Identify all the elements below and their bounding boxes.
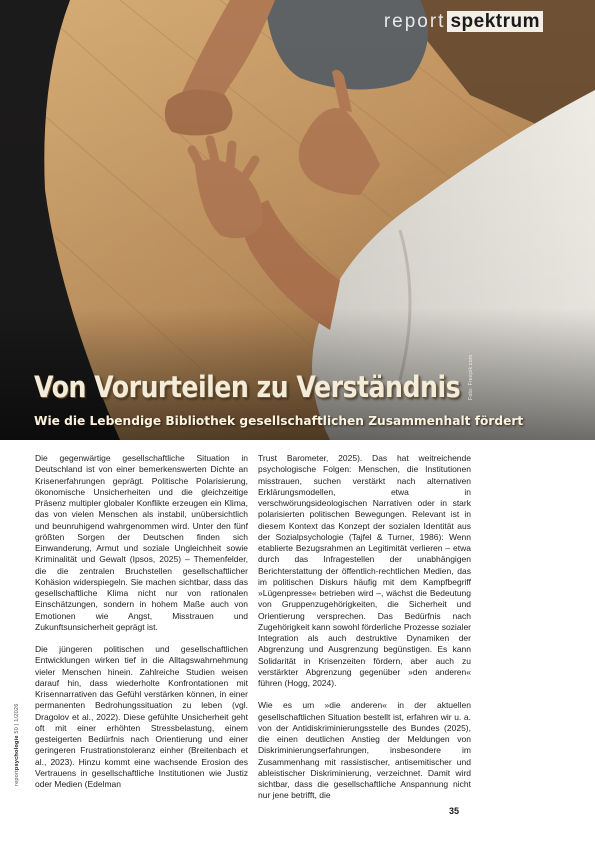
text-column-right: [258, 453, 471, 813]
masthead-logo[interactable]: [384, 11, 543, 33]
article-title: Von Vorurteilen zu Verständnis: [34, 370, 461, 404]
body-paragraph: Trust Barometer, 2025). Das hat weitreichende psychologische Folgen: Menschen, die Institutionen misstrauen, suchen verstärkt nach alternativen Erklärungsmodellen, etwa in verschwörungsideologischen Narrativen oder in stark polarisierten politischen Bewegungen. Relevant ist in diesem Kontext das Konzept der sozialen Identität aus der Sozialpsychologie (Tajfel & Turner, 1986): Wenn etablierte Bezugsrahmen an Legitimität verlieren – etwa durch das Infragestellen der unabhängigen Berichterstattung der öffentlich-rechtlichen Medien, das im politischen Diskurs häufig mit dem Kampfbegriff »Lügenpresse« betrieben wird –, wächst die Bedeutung von Gruppenzugehörigkeiten, die Sicherheit und Orientierung versprechen. Das Bedürfnis nach Zugehörigkeit kann sowohl förderliche Prozesse sozialer Integration als auch destruktive Dynamiken der Abgrenzung und Ausgrenzung begünstigen. Es kann Solidarität in Krisenzeiten fördern, aber auch zu verstärkter Abgrenzung gegenüber »den anderen« führen (Hogg, 2024).: [258, 453, 471, 688]
journal-prefix: report: [14, 770, 20, 786]
masthead-report: report: [383, 11, 446, 32]
article-subtitle: Wie die Lebendige Bibliothek gesellschaftlichen Zusammenhalt fördert: [34, 414, 524, 428]
journal-name: psychologie: [14, 735, 20, 771]
body-paragraph: Wie es um »die anderen« in der aktuellen gesellschaftlichen Situation bestellt ist, erfahren wir u. a. von der Antidiskriminierungsstelle des Bundes (2025), die einen deutlichen Anstieg der Meldungen von Diskriminierungserfahrungen, insbesondere im Zusammenhang mit rassistischer, antisemitischer und ableistischer Diskriminierung, verzeichnet. Damit wird sichtbar, dass die gesellschaftliche Anspannung nicht nur jene betrifft, die: [258, 700, 471, 801]
page-number: 35: [449, 806, 460, 816]
body-paragraph: Die gegenwärtige gesellschaftliche Situation in Deutschland ist von einer bemerkenswerten Dichte an Krisenerfahrungen geprägt. Politische Polarisierung, ökonomische Unsicherheiten und die gleichzeitige Präsenz multipler globaler Konflikte erzeugen ein Klima, das von vielen Menschen als instabil, unübersichtlich und beunruhigend wahrgenommen wird. Unter den fünf größten Sorgen der Deutschen finden sich Einwanderung, Armut und soziale Ungleichheit sowie Kriminalität und Gewalt (Ipsos, 2025) – Themenfelder, die die zentralen Bruchstellen gesellschaftlicher Kohäsion widerspiegeln. Sie machen sichtbar, dass das gesellschaftliche Klima nicht nur von rationalen Einschätzungen, sondern in hohem Maße auch von Emotionen wie Angst, Misstrauen und Zukunftsunsicherheit geprägt ist.: [35, 453, 248, 632]
journal-sidebar-label: [14, 703, 20, 786]
photo-credit: Foto: Freepik.com: [468, 354, 474, 400]
body-paragraph: Die jüngeren politischen und gesellschaftlichen Entwicklungen wirken tief in die Alltagswahrnehmung vieler Menschen hinein. Zahlreiche Studien weisen darauf hin, dass wiederholte Konfrontationen mit Krisennarrativen das Gefühl verstärken können, in einer permanenten Bedrohungssituation zu leben (vgl. Dragolov et al., 2022). Diese gefühlte Unsicherheit geht oft mit einer erhöhten Stressbelastung, einem gesteigerten Bedürfnis nach Orientierung und einer geringeren Frustrationstoleranz einher (Breitenbach et al., 2023). Hinzu kommt eine wachsende Erosion des Vertrauens in gesellschaftliche Institutionen wie Justiz oder Medien (Edelman: [35, 644, 248, 789]
text-column-left: [35, 453, 248, 801]
journal-issue: 50 | 1/2026: [14, 703, 20, 734]
masthead-spektrum: spektrum: [447, 11, 543, 32]
